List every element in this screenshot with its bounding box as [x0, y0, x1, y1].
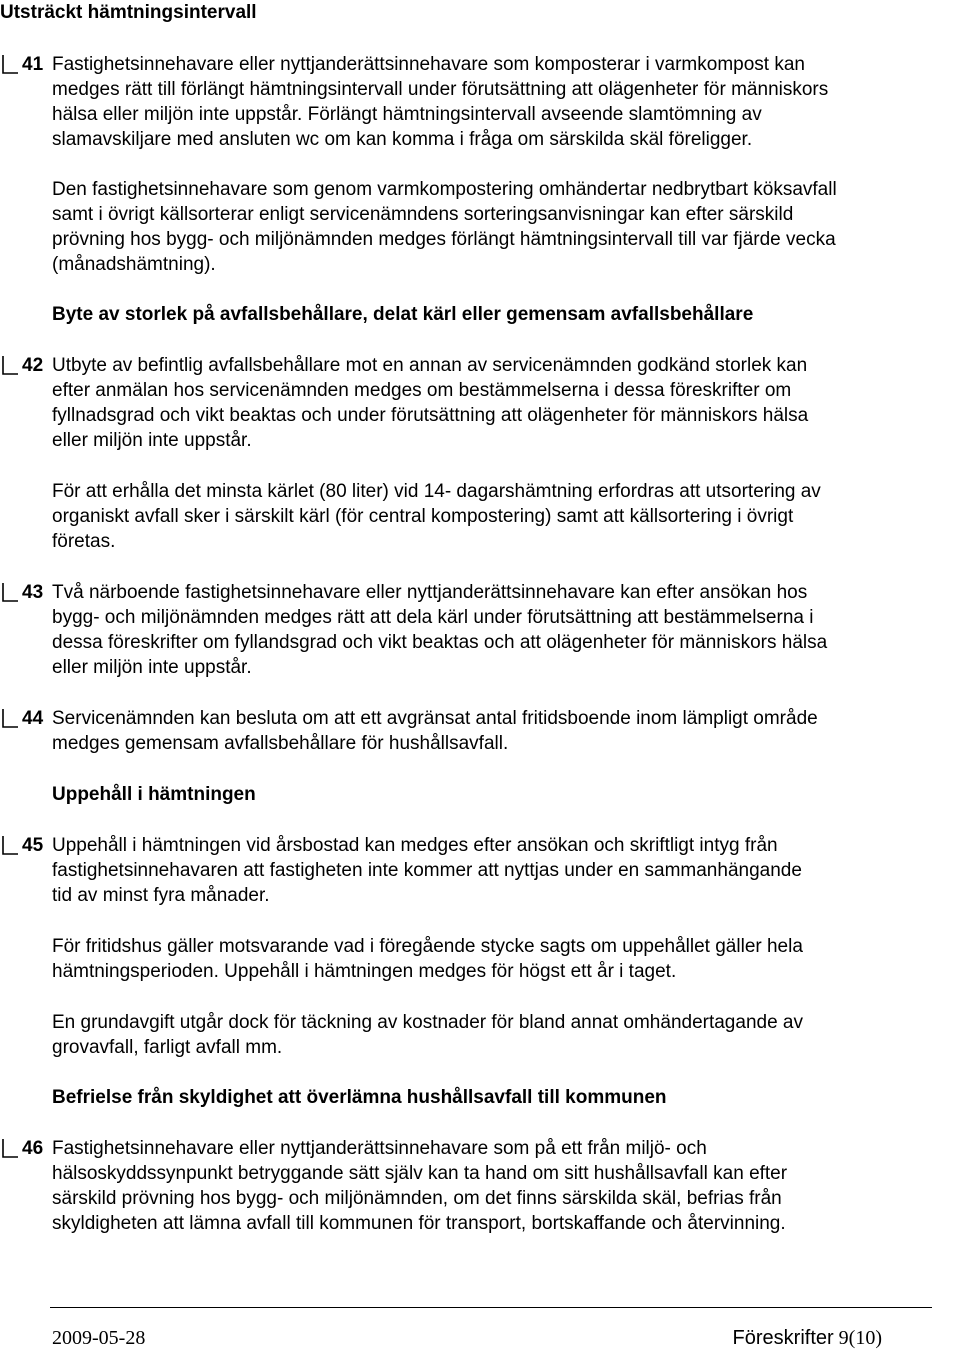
- section-number-43: 43: [22, 582, 44, 603]
- text-line: Servicenämnden kan besluta om att ett avgränsat antal fritidsboende inom lämpligt område: [52, 708, 818, 729]
- section-heading-utstrackt: Utsträckt hämtningsintervall: [0, 2, 257, 23]
- text-line: (månadshämtning).: [52, 254, 216, 275]
- text-line: medges gemensam avfallsbehållare för hushållsavfall.: [52, 733, 509, 754]
- text-line: företas.: [52, 531, 116, 552]
- text-line: särskild prövning hos bygg- och miljönämnden, om det finns särskilda skäl, befrias från: [52, 1188, 782, 1209]
- text-line: Utbyte av befintlig avfallsbehållare mot en annan av servicenämnden godkänd storlek kan: [52, 355, 808, 376]
- text-line: Fastighetsinnehavare eller nyttjanderättsinnehavare som komposterar i varmkompost kan: [52, 54, 805, 75]
- section-43-paragraph-1: [52, 580, 958, 680]
- section-42-paragraph-1: [52, 353, 958, 453]
- text-line: Uppehåll i hämtningen vid årsbostad kan medges efter ansökan och skriftligt intyg från: [52, 835, 778, 856]
- text-line: För fritidshus gäller motsvarande vad i föregående stycke sagts om uppehållet gäller hela: [52, 936, 803, 957]
- section-45-paragraph-3: [52, 1010, 958, 1060]
- section-number-45: 45: [22, 835, 44, 856]
- text-line: Den fastighetsinnehavare som genom varmkompostering omhändertar nedbrytbart köksavfall: [52, 179, 837, 200]
- section-46-paragraph-1: [52, 1136, 958, 1236]
- text-line: slamavskiljare med ansluten wc om kan komma i fråga om särskilda skäl föreligger.: [52, 129, 753, 150]
- footer-rule: [50, 1307, 932, 1308]
- text-line: medges rätt till förlängt hämtningsintervall under förutsättning att olägenheter för människors: [52, 79, 829, 100]
- section-41-paragraph-1: [52, 52, 958, 152]
- section-marker-icon: [0, 580, 22, 605]
- text-line: fastighetsinnehavaren att fastigheten inte kommer att nyttjas under en sammanhängande: [52, 860, 802, 881]
- text-line: samt i övrigt källsorterar enligt servicenämndens sorteringsanvisningar kan efter särskild: [52, 204, 794, 225]
- section-marker-icon: [0, 833, 22, 858]
- section-45-paragraph-2: [52, 934, 958, 984]
- text-line: efter anmälan hos servicenämnden medges om bestämmelserna i dessa föreskrifter om: [52, 380, 792, 401]
- section-number-44: 44: [22, 708, 44, 729]
- text-line: skyldigheten att lämna avfall till kommunen för transport, bortskaffande och återvinning.: [52, 1213, 786, 1234]
- text-line: hälsa eller miljön inte uppstår. Förlängt hämtningsintervall avseende slamtömning av: [52, 104, 762, 125]
- text-line: dessa föreskrifter om fyllandsgrad och vikt beaktas och att olägenheter för människors hälsa: [52, 632, 828, 653]
- text-line: För att erhålla det minsta kärlet (80 liter) vid 14- dagarshämtning erfordras att utsortering av: [52, 481, 821, 502]
- text-line: tid av minst fyra månader.: [52, 885, 270, 906]
- text-line: bygg- och miljönämnden medges rätt att dela kärl under förutsättning att bestämmelserna i: [52, 607, 814, 628]
- footer-date: 2009-05-28: [52, 1327, 146, 1349]
- section-heading-befrielse: Befrielse från skyldighet att överlämna hushållsavfall till kommunen: [52, 1087, 667, 1108]
- text-line: prövning hos bygg- och miljönämnden medges förlängt hämtningsintervall till var fjärde vecka: [52, 229, 836, 250]
- section-41-paragraph-2: [52, 177, 958, 277]
- text-line: Två närboende fastighetsinnehavare eller nyttjanderättsinnehavare kan efter ansökan hos: [52, 582, 808, 603]
- section-marker-icon: [0, 1136, 22, 1161]
- text-line: En grundavgift utgår dock för täckning av kostnader för bland annat omhändertagande av: [52, 1012, 803, 1033]
- section-number-42: 42: [22, 355, 44, 376]
- footer-page-number: 9(10): [838, 1327, 882, 1349]
- section-marker-icon: [0, 706, 22, 731]
- text-line: grovavfall, farligt avfall mm.: [52, 1037, 283, 1058]
- footer-page-info: [733, 1326, 882, 1350]
- text-line: organiskt avfall sker i särskilt kärl (för central kompostering) samt att källsortering i övrigt: [52, 506, 794, 527]
- text-line: hämtningsperioden. Uppehåll i hämtningen medges för högst ett år i taget.: [52, 961, 677, 982]
- section-number-41: 41: [22, 54, 44, 75]
- section-42-paragraph-2: [52, 479, 958, 554]
- section-number-46: 46: [22, 1138, 44, 1159]
- section-marker-icon: [0, 353, 22, 378]
- section-marker-icon: [0, 52, 22, 77]
- text-line: hälsoskyddssynpunkt betryggande sätt själv kan ta hand om sitt hushållsavfall kan efter: [52, 1163, 788, 1184]
- section-heading-uppehall: Uppehåll i hämtningen: [52, 784, 256, 805]
- text-line: eller miljön inte uppstår.: [52, 657, 252, 678]
- section-44-paragraph-1: [52, 706, 958, 756]
- text-line: fyllnadsgrad och vikt beaktas och under förutsättning att olägenheter för människors hälsa: [52, 405, 809, 426]
- section-45-paragraph-1: [52, 833, 958, 908]
- text-line: Fastighetsinnehavare eller nyttjanderättsinnehavare som på ett från miljö- och: [52, 1138, 707, 1159]
- footer-doc-name: Föreskrifter: [732, 1327, 834, 1349]
- text-line: eller miljön inte uppstår.: [52, 430, 252, 451]
- section-heading-byte: Byte av storlek på avfallsbehållare, delat kärl eller gemensam avfallsbehållare: [52, 304, 754, 325]
